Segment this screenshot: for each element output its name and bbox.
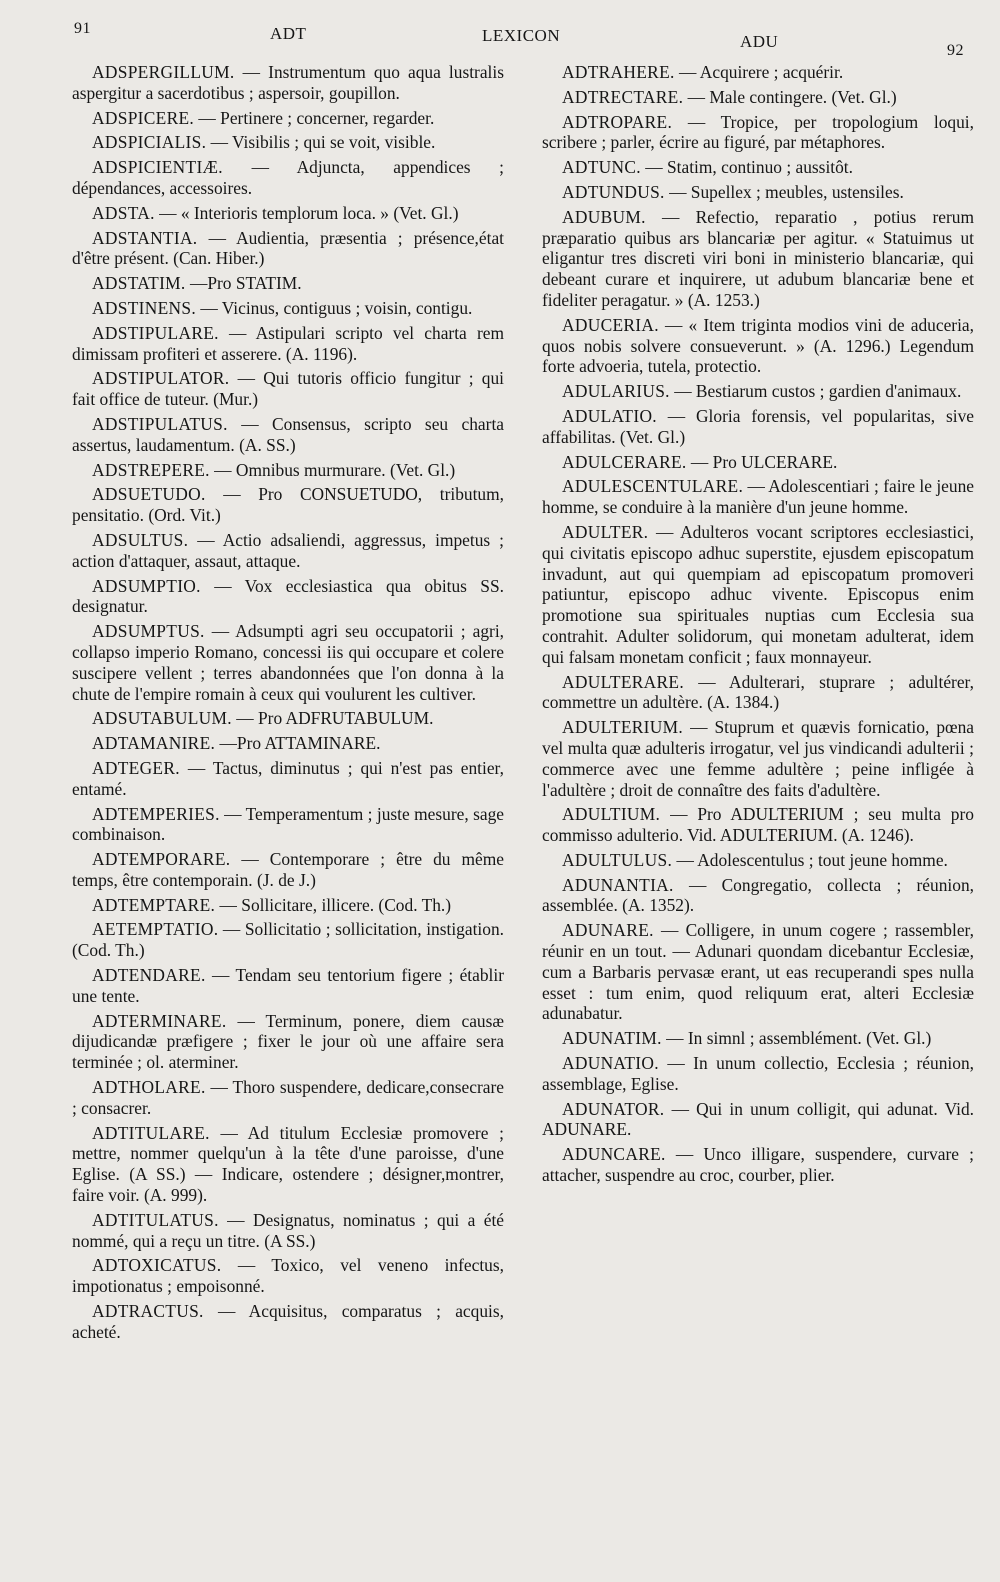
- entry-headword: ADUNANTIA.: [562, 874, 674, 895]
- dictionary-entry: [72, 273, 504, 294]
- entry-definition: — Actio adsaliendi, aggressus, impetus ; action d'attaquer, assaut, attaque.: [72, 529, 504, 571]
- dictionary-entry: [72, 1123, 504, 1206]
- entry-headword: ADUNARE.: [562, 920, 654, 941]
- entry-headword: ADSUMPTIO.: [92, 575, 201, 596]
- dictionary-entry: [542, 87, 974, 108]
- page-number-left: 91: [74, 20, 91, 37]
- entry-definition: — Refectio, reparatio , potius rerum præparatio quibus ars blancariæ per agitur. « Statuimus ut eligantur tres discreti viri boni in ministerio blancariæ, qui debeant curare et inquirere, ut adubum blancariæ bene et fideliter peragatur. » (A. 1253.): [542, 206, 974, 310]
- entry-definition: — Supellex ; meubles, ustensiles.: [669, 181, 904, 202]
- entry-headword: ADSTINENS.: [92, 297, 196, 318]
- dictionary-entry: [542, 672, 974, 714]
- dictionary-entry: [542, 1099, 974, 1141]
- dictionary-entry: [72, 895, 504, 916]
- entry-headword: ADSTANTIA.: [92, 227, 198, 248]
- dictionary-entry: [72, 804, 504, 846]
- dictionary-entry: [72, 157, 504, 199]
- dictionary-entry: [72, 298, 504, 319]
- entry-definition: — Gloria forensis, vel popularitas, sive affabilitas. (Vet. Gl.): [542, 405, 974, 447]
- entry-headword: ADULCERARE.: [562, 451, 687, 472]
- dictionary-entry: [542, 920, 974, 1024]
- entry-definition: — Unco illigare, suspendere, curvare ; attacher, suspendre au croc, courber, plier.: [542, 1144, 974, 1186]
- entry-definition: — Colligere, in unum cogere ; rassembler, réunir en un tout. — Adunari quondam dicebantur Ecclesiæ, cum a Barbaris pervasæ erant, ut eas recuperandi spes nulla esset : tum enim, quod reliquum erat, alteri Ecclesiæ adunabatur.: [542, 920, 974, 1024]
- entry-definition: — Adulterari, stuprare ; adultérer, commettre un adultère. (A. 1384.): [542, 671, 974, 713]
- dictionary-entry: [542, 804, 974, 846]
- entry-headword: ADUNCARE.: [562, 1144, 666, 1165]
- dictionary-entry: [542, 112, 974, 154]
- entry-definition: — Adolescentulus ; tout jeune homme.: [676, 849, 948, 870]
- entry-definition: — Contemporare ; être du même temps, être contemporain. (J. de J.): [72, 849, 504, 890]
- entry-headword: ADUNATIM.: [562, 1028, 662, 1049]
- entry-headword: ADSPICERE.: [92, 107, 195, 128]
- dictionary-entry: [72, 108, 504, 129]
- entry-headword: ADULTULUS.: [562, 849, 673, 870]
- dictionary-entry: [542, 1028, 974, 1049]
- entry-headword: ADTEMPERIES.: [92, 803, 220, 824]
- dictionary-entry: [542, 315, 974, 377]
- entry-headword: ADSUMPTUS.: [92, 621, 205, 642]
- entry-headword: ADULESCENTULARE.: [562, 476, 744, 497]
- entry-definition: — Thoro suspendere, dedicare,consecrare ; consacrer.: [72, 1077, 504, 1118]
- entry-headword: ADTAMANIRE.: [92, 733, 216, 754]
- entry-definition: — Adsumpti agri seu occupatorii ; agri, collapso imperio Romano, concessi iis qui occupare et colere suscipere vellent ; terres abandonnées que l'on donna à la chute de l'empire romain à ceux qui voulurent les cultiver.: [72, 621, 504, 704]
- entry-headword: ADULTERARE.: [562, 671, 684, 692]
- entry-definition: —Pro ATTAMINARE.: [219, 733, 381, 754]
- entry-definition: — Qui tutoris officio fungitur ; qui fait office de tuteur. (Mur.): [72, 368, 504, 410]
- dictionary-entry: [72, 414, 504, 456]
- dictionary-entry: [72, 849, 504, 891]
- entry-definition: — Omnibus murmurare. (Vet. Gl.): [214, 459, 456, 480]
- entry-headword: ADUNATOR.: [562, 1098, 665, 1119]
- dictionary-entry: [72, 132, 504, 153]
- dictionary-entry: [542, 875, 974, 917]
- entry-definition: — Instrumentum quo aqua lustralis aspergitur a sacerdotibus ; aspersoir, goupillon.: [72, 62, 504, 103]
- entry-definition: — Adjuncta, appendices ; dépendances, accessoires.: [72, 157, 504, 198]
- entry-definition: — Tendam seu tentorium figere ; établir une tente.: [72, 965, 504, 1006]
- entry-definition: — Adulteros vocant scriptores ecclesiastici, qui civitatis episcopo adhuc superstite, ejusdem episcopatum invadunt, aut qui quempiam ad episcopatum promoveri patiuntur, episcopo adhuc vivente. Episcopus enim promotione sua spirituales nuptias cum Ecclesia sua contrahit. Adulter solidorum, qui monetam adulterat, idem qui falsam monetam conficit ; faux monnayeur.: [542, 521, 974, 667]
- dictionary-entry: [542, 182, 974, 203]
- entry-headword: AETEMPTATIO.: [92, 919, 219, 940]
- entry-definition: — Pro ADULTERIUM ; seu multa pro commisso adulterio. Vid. ADULTERIUM. (A. 1246).: [542, 804, 974, 846]
- dictionary-entry: [542, 62, 974, 83]
- entry-headword: ADSTREPERE.: [92, 459, 210, 480]
- entry-definition: — Qui in unum colligit, qui adunat. Vid. ADUNARE.: [542, 1098, 974, 1140]
- entry-definition: — Temperamentum ; juste mesure, sage combinaison.: [72, 803, 504, 845]
- entry-headword: ADTEMPORARE.: [92, 849, 231, 870]
- dictionary-entry: [542, 476, 974, 518]
- dictionary-entry: [72, 62, 504, 104]
- dictionary-entry: [72, 758, 504, 800]
- entry-headword: ADSTIPULATUS.: [92, 413, 228, 434]
- entry-headword: ADTRECTARE.: [562, 86, 684, 107]
- entry-headword: ADTERMINARE.: [92, 1010, 227, 1031]
- entry-headword: ADTRAHERE.: [562, 62, 675, 82]
- page-number-right: 92: [947, 42, 964, 59]
- left-column: [72, 62, 504, 1347]
- entry-headword: ADSUETUDO.: [92, 484, 206, 505]
- entry-definition: — Vox ecclesiastica qua obitus SS. designatur.: [72, 575, 504, 617]
- entry-definition: — Tropice, per tropologium loqui, scribere ; parler, écrire au figuré, par métaphores.: [542, 111, 974, 153]
- dictionary-entry: [72, 919, 504, 961]
- dictionary-entry: [72, 1255, 504, 1297]
- entry-headword: ADULARIUS.: [562, 381, 670, 402]
- entry-definition: — Sollicitatio ; sollicitation, instigation. (Cod. Th.): [72, 919, 504, 961]
- entry-headword: ADTENDARE.: [92, 965, 206, 986]
- dictionary-entry: [72, 368, 504, 410]
- dictionary-entry: [72, 1301, 504, 1343]
- entry-headword: ADSPICIALIS.: [92, 132, 207, 153]
- dictionary-entry: [72, 484, 504, 526]
- entry-headword: ADTRACTUS.: [92, 1301, 204, 1322]
- text-columns: [72, 62, 974, 1347]
- entry-definition: — Pro ADFRUTABULUM.: [236, 708, 434, 729]
- entry-definition: — Acquisitus, comparatus ; acquis, acheté.: [72, 1301, 504, 1342]
- entry-definition: — Acquirere ; acquérir.: [679, 62, 844, 82]
- entry-headword: ADTUNC.: [562, 157, 641, 178]
- entry-headword: ADUCERIA.: [562, 314, 659, 335]
- dictionary-entry: [72, 1077, 504, 1119]
- page-title: LEXICON: [482, 26, 561, 45]
- entry-definition: —Pro STATIM.: [189, 273, 302, 294]
- entry-definition: — Tactus, diminutus ; qui n'est pas entier, entamé.: [72, 757, 504, 799]
- entry-definition: — Statim, continuo ; aussitôt.: [645, 157, 853, 178]
- entry-headword: ADTOXICATUS.: [92, 1255, 222, 1276]
- dictionary-entry: [542, 207, 974, 311]
- dictionary-entry: [72, 708, 504, 729]
- entry-headword: ADTEMPTARE.: [92, 894, 216, 915]
- entry-headword: ADSTATIM.: [92, 273, 186, 294]
- dictionary-entry: [542, 1144, 974, 1186]
- entry-headword: ADUBUM.: [562, 206, 646, 227]
- running-headword-right: ADU: [740, 32, 779, 51]
- entry-definition: — Ad titulum Ecclesiæ promovere ; mettre, nommer quelqu'un à la tête d'une paroisse, d'une Eglise. (A SS.) — Indicare, ostendere ; désigner,montrer, faire voir. (A. 999).: [72, 1122, 504, 1206]
- entry-definition: — « Interioris templorum loca. » (Vet. Gl.): [159, 202, 459, 223]
- entry-definition: — Audientia, præsentia ; présence,état d'être présent. (Can. Hiber.): [72, 227, 504, 269]
- dictionary-entry: [72, 1011, 504, 1073]
- entry-definition: — Adolescentiari ; faire le jeune homme, se conduire à la manière d'un jeune homme.: [542, 476, 974, 518]
- entry-headword: ADSTIPULARE.: [92, 322, 219, 343]
- running-headword-left: ADT: [270, 24, 307, 43]
- dictionary-entry: [72, 733, 504, 754]
- entry-definition: — Pro CONSUETUDO, tributum, pensitatio. (Ord. Vit.): [72, 484, 504, 526]
- right-column: [542, 62, 974, 1347]
- dictionary-entry: [542, 717, 974, 800]
- entry-definition: — Pro ULCERARE.: [690, 451, 838, 472]
- entry-headword: ADSPICIENTIÆ.: [92, 157, 223, 178]
- entry-definition: — Terminum, ponere, diem causæ dijudicandæ præfigere ; fixer le jour où une affaire sera terminée ; ol. aterminer.: [72, 1010, 504, 1073]
- entry-headword: ADTUNDUS.: [562, 181, 665, 202]
- entry-definition: — Toxico, vel veneno infectus, impotionatus ; empoisonné.: [72, 1255, 504, 1297]
- entry-headword: ADSTIPULATOR.: [92, 368, 230, 389]
- entry-definition: — Designatus, nominatus ; qui a été nommé, qui a reçu un titre. (A SS.): [72, 1209, 504, 1251]
- entry-headword: ADSPERGILLUM.: [92, 62, 235, 82]
- entry-definition: — Pertinere ; concerner, regarder.: [198, 107, 435, 128]
- entry-definition: — Sollicitare, illicere. (Cod. Th.): [219, 894, 452, 915]
- entry-headword: ADSULTUS.: [92, 529, 189, 550]
- entry-definition: — Astipulari scripto vel charta rem dimissam profiteri et asserere. (A. 1196).: [72, 322, 504, 364]
- entry-headword: ADULTERIUM.: [562, 717, 684, 738]
- entry-definition: — Bestiarum custos ; gardien d'animaux.: [674, 381, 962, 402]
- entry-definition: — In unum collectio, Ecclesia ; réunion, assemblage, Eglise.: [542, 1053, 974, 1094]
- entry-headword: ADTROPARE.: [562, 111, 673, 132]
- dictionary-entry: [72, 460, 504, 481]
- dictionary-entry: [542, 522, 974, 668]
- dictionary-entry: [542, 452, 974, 473]
- entry-headword: ADSTA.: [92, 202, 155, 223]
- entry-headword: ADUNATIO.: [562, 1053, 659, 1074]
- dictionary-entry: [542, 1053, 974, 1095]
- entry-definition: — Visibilis ; qui se voit, visible.: [210, 132, 436, 153]
- dictionary-entry: [72, 203, 504, 224]
- dictionary-entry: [72, 228, 504, 270]
- dictionary-entry: [542, 381, 974, 402]
- dictionary-entry: [72, 323, 504, 365]
- entry-headword: ADULTIUM.: [562, 804, 661, 825]
- entry-definition: — « Item triginta modios vini de aduceria, quos nobis solvere consueverunt. » (A. 1296.) Legendum forte advoeria, tutela, protectio.: [542, 314, 974, 377]
- entry-headword: ADTHOLARE.: [92, 1077, 206, 1098]
- dictionary-entry: [542, 406, 974, 448]
- entry-definition: — Congregatio, collecta ; réunion, assemblée. (A. 1352).: [542, 874, 974, 916]
- entry-definition: — Vicinus, contiguus ; voisin, contigu.: [200, 297, 473, 318]
- entry-headword: ADULTER.: [562, 521, 649, 542]
- entry-headword: ADSUTABULUM.: [92, 708, 232, 729]
- entry-headword: ADULATIO.: [562, 405, 657, 426]
- entry-headword: ADTITULARE.: [92, 1122, 210, 1143]
- dictionary-entry: [542, 850, 974, 871]
- entry-headword: ADTEGER.: [92, 757, 180, 778]
- running-header: [70, 18, 964, 58]
- entry-definition: — Stuprum et quævis fornicatio, pœna vel multa quæ adulteris irrogatur, vel jus vindicandi adulterii ; commerce avec une femme adultère ; peine infligée à l'adultère ; droit de connaître des faits d'adultère.: [542, 717, 974, 800]
- entry-definition: — In simnl ; assemblément. (Vet. Gl.): [666, 1028, 932, 1049]
- entry-definition: — Male contingere. (Vet. Gl.): [687, 86, 897, 107]
- entry-headword: ADTITULATUS.: [92, 1209, 219, 1230]
- dictionary-entry: [72, 1210, 504, 1252]
- dictionary-entry: [72, 576, 504, 618]
- dictionary-entry: [542, 157, 974, 178]
- dictionary-entry: [72, 621, 504, 704]
- entry-definition: — Consensus, scripto seu charta assertus, laudamentum. (A. SS.): [72, 413, 504, 455]
- dictionary-entry: [72, 530, 504, 572]
- dictionary-entry: [72, 965, 504, 1007]
